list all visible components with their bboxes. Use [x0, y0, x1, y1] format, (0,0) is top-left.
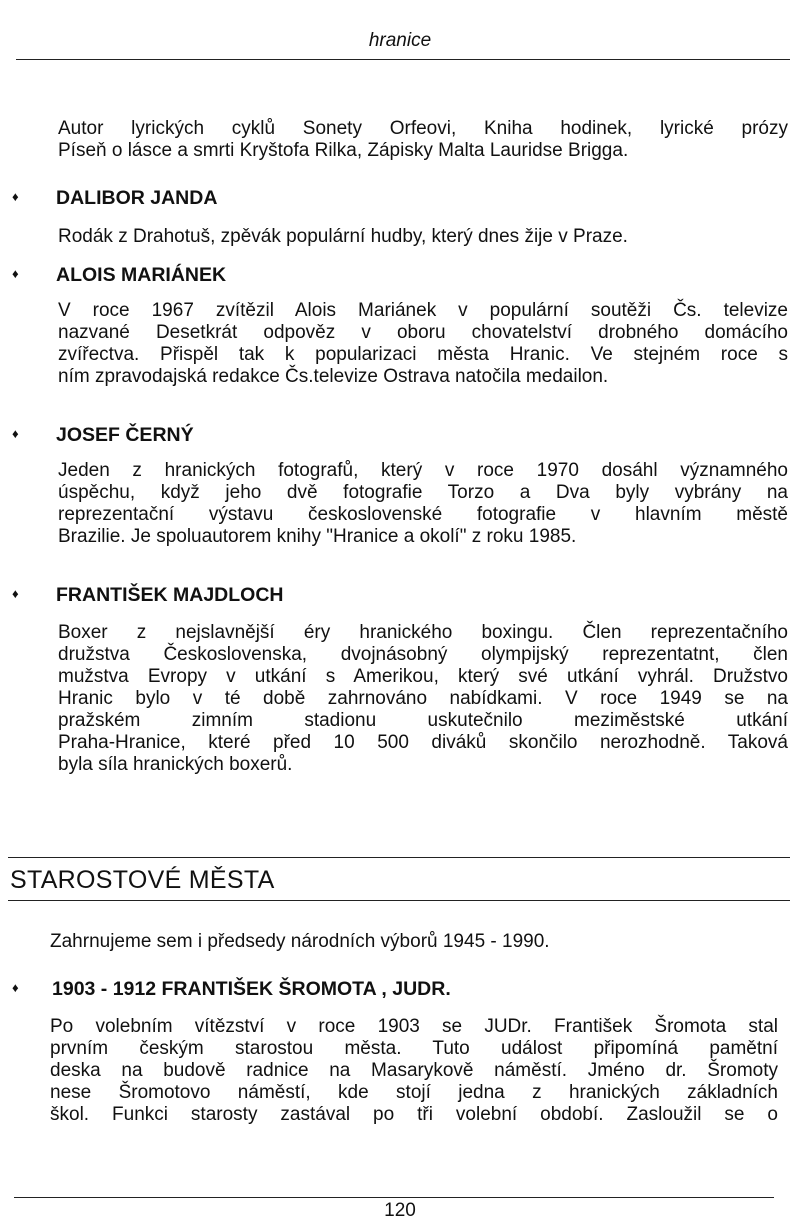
text-line: pražském zimním stadionu uskutečnilo meziměstské utkání — [58, 710, 788, 731]
text-line: zvířectva. Přispěl tak k popularizaci města Hranic. Ve stejném roce s — [58, 344, 788, 365]
diamond-bullet-icon: ♦ — [12, 586, 19, 602]
text-line: byla síla hranických boxerů. — [58, 754, 293, 775]
entry-heading — [12, 264, 226, 287]
text-line: Píseň o lásce a smrti Kryštofa Rilka, Zápisky Malta Lauridse Brigga. — [58, 140, 629, 161]
text-line: družstva Československa, dvojnásobný olympijský reprezentatnt, člen — [58, 644, 788, 665]
entry-heading-text: JOSEF ČERNÝ — [56, 424, 194, 446]
entry-heading — [12, 187, 217, 210]
diamond-bullet-icon: ♦ — [12, 980, 19, 996]
footer-rule — [14, 1197, 774, 1198]
page-number: 120 — [384, 1200, 416, 1221]
entry-paragraph — [58, 226, 788, 248]
section-rule-top — [8, 857, 790, 858]
text-line: nese Šromotovo náměstí, kde stojí jedna z hranických základních — [50, 1082, 778, 1103]
text-line: reprezentační výstavu československé fotografie v hlavním městě — [58, 504, 788, 525]
text-line: Po volebním vítězství v roce 1903 se JUDr. František Šromota stal — [50, 1016, 778, 1037]
entry-heading-text: DALIBOR JANDA — [56, 187, 218, 209]
diamond-bullet-icon: ♦ — [12, 266, 19, 282]
text-line: Hranic bylo v té době zahrnováno nabídkami. V roce 1949 se na — [58, 688, 788, 709]
entry-paragraph — [58, 460, 788, 548]
section-title: STAROSTOVÉ MĚSTA — [10, 866, 275, 894]
continuation-paragraph — [58, 118, 788, 162]
text-line: ním zpravodajská redakce Čs.televize Ostrava natočila medailon. — [58, 366, 609, 387]
text-line: nazvané Desetkrát odpověz v oboru chovatelství drobného domácího — [58, 322, 788, 343]
entry-heading-text: FRANTIŠEK MAJDLOCH — [56, 584, 284, 606]
running-header: hranice — [368, 30, 432, 51]
text-line: škol. Funkci starosty zastával po tři volební období. Zasloužil se o — [50, 1104, 778, 1125]
text-line: Brazilie. Je spoluautorem knihy "Hranice a okolí" z roku 1985. — [58, 526, 577, 547]
entry-paragraph — [50, 1016, 778, 1126]
section-rule-bottom — [8, 900, 790, 901]
header-rule — [16, 59, 790, 60]
entry-heading-text: 1903 - 1912 FRANTIŠEK ŠROMOTA , JUDR. — [52, 978, 451, 1000]
entry-heading — [12, 584, 284, 607]
text-line: Praha-Hranice, které před 10 500 diváků skončilo nerozhodně. Taková — [58, 732, 788, 753]
text-line: deska na budově radnice na Masarykově náměstí. Jméno dr. Šromoty — [50, 1060, 778, 1081]
entry-heading-text: ALOIS MARIÁNEK — [56, 264, 227, 286]
entry-heading — [12, 978, 451, 1001]
diamond-bullet-icon: ♦ — [12, 426, 19, 442]
diamond-bullet-icon: ♦ — [12, 189, 19, 205]
text-line: Rodák z Drahotuš, zpěvák populární hudby, který dnes žije v Praze. — [58, 226, 628, 247]
entry-paragraph — [58, 300, 788, 388]
entry-paragraph — [58, 622, 788, 776]
text-line: Jeden z hranických fotografů, který v roce 1970 dosáhl významného — [58, 460, 788, 481]
section-intro: Zahrnujeme sem i předsedy národních výborů 1945 - 1990. — [50, 931, 550, 952]
text-line: prvním českým starostou města. Tuto událost připomíná pamětní — [50, 1038, 778, 1059]
text-line: mužstva Evropy v utkání s Amerikou, který své utkání vyhrál. Družstvo — [58, 666, 788, 687]
text-line: Autor lyrických cyklů Sonety Orfeovi, Kniha hodinek, lyrické prózy — [58, 118, 788, 139]
entry-heading — [12, 424, 194, 447]
text-line: Boxer z nejslavnější éry hranického boxingu. Člen reprezentačního — [58, 622, 788, 643]
text-line: úspěchu, když jeho dvě fotografie Torzo a Dva byly vybrány na — [58, 482, 788, 503]
text-line: V roce 1967 zvítězil Alois Mariánek v populární soutěži Čs. televize — [58, 300, 788, 321]
